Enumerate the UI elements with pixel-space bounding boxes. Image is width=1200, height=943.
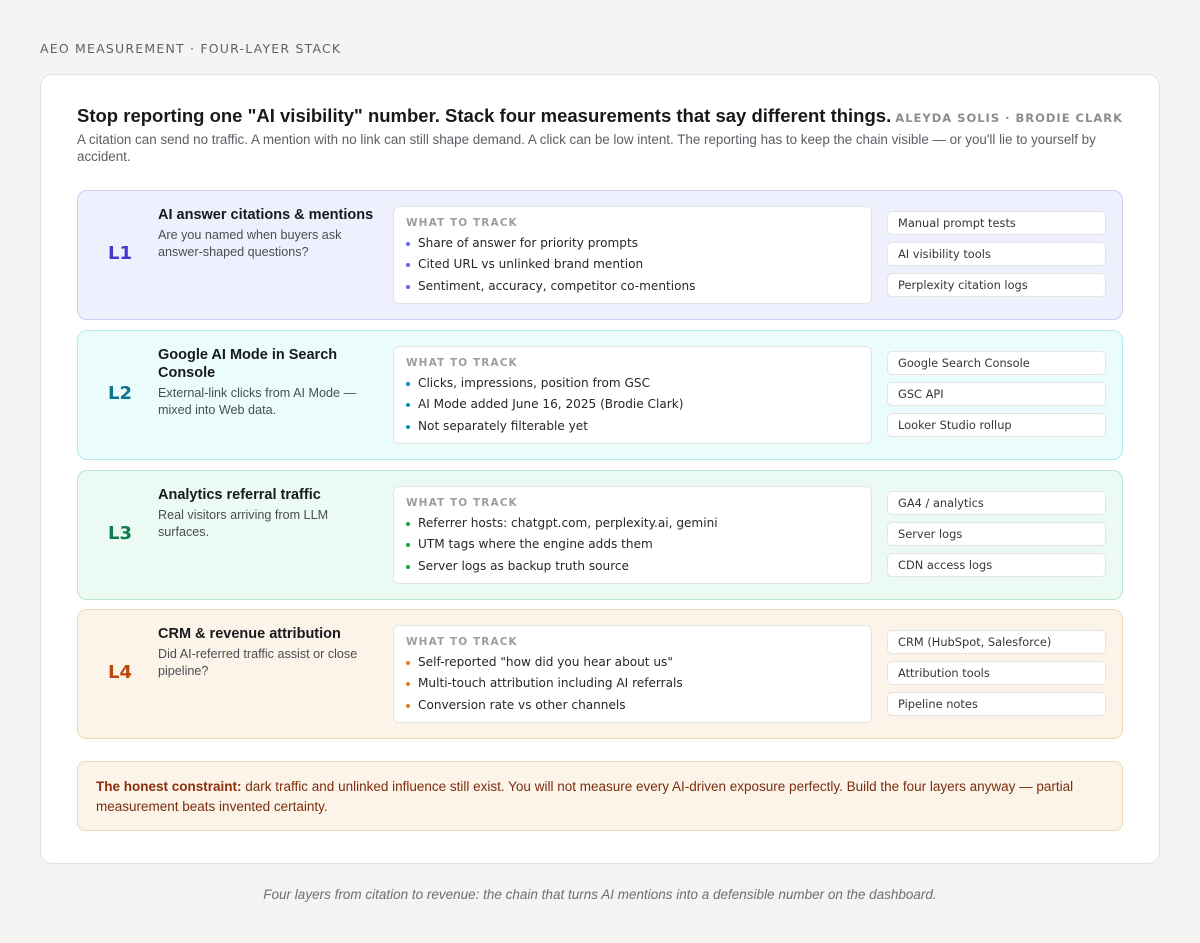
layer-l2: [77, 330, 1123, 460]
layer-tag: L2: [108, 383, 132, 404]
title-row: [77, 105, 1123, 127]
layer-tag: L4: [108, 662, 132, 683]
layer-tag: L3: [108, 523, 132, 544]
track-item: Self-reported "how did you hear about us": [406, 652, 859, 673]
constraint-lead: The honest constraint:: [96, 779, 242, 794]
constraint-callout: [77, 761, 1123, 831]
track-label: WHAT TO TRACK: [406, 217, 518, 229]
layer-title: Analytics referral traffic: [158, 487, 321, 503]
layer-subtitle: Are you named when buyers ask answer-shaped questions?: [158, 228, 342, 259]
what-to-track-box: [393, 625, 872, 723]
track-item: Multi-touch attribution including AI referrals: [406, 673, 859, 694]
layer-title: Google AI Mode in Search Console: [158, 347, 338, 381]
tool-chip: Server logs: [887, 522, 1106, 546]
page-title: Stop reporting one "AI visibility" number. Stack four measurements that say different things.: [77, 105, 892, 126]
layer-description: [158, 206, 378, 261]
track-item: Conversion rate vs other channels: [406, 695, 859, 716]
track-label: WHAT TO TRACK: [406, 636, 518, 648]
tool-chip: GA4 / analytics: [887, 491, 1106, 515]
track-label: WHAT TO TRACK: [406, 357, 518, 369]
tool-chip: CRM (HubSpot, Salesforce): [887, 630, 1106, 654]
layer-description: [158, 625, 378, 680]
tool-chip: Pipeline notes: [887, 692, 1106, 716]
layer-title: AI answer citations & mentions: [158, 207, 374, 223]
constraint-text: dark traffic and unlinked influence still exist. You will not measure every AI-driven exposure perfectly. Build the four layers anyway — partial measurement beats invented certainty.: [96, 779, 1074, 814]
figure-caption: Four layers from citation to revenue: the chain that turns AI mentions into a defensible number on the dashboard.: [263, 887, 937, 902]
layer-l1: [77, 190, 1123, 320]
layer-l3: [77, 470, 1123, 600]
card-header: [77, 105, 1123, 165]
tool-chip: Attribution tools: [887, 661, 1106, 685]
track-item: Server logs as backup truth source: [406, 556, 859, 577]
tool-chip: AI visibility tools: [887, 242, 1106, 266]
track-item: UTM tags where the engine adds them: [406, 534, 859, 555]
layer-subtitle: Real visitors arriving from LLM surfaces.: [158, 508, 329, 539]
main-card: [40, 74, 1160, 864]
layer-tag: L1: [108, 243, 132, 264]
layer-description: [158, 486, 378, 541]
track-item: Clicks, impressions, position from GSC: [406, 373, 859, 394]
track-list: [406, 513, 859, 577]
layer-subtitle: External-link clicks from AI Mode — mixed into Web data.: [158, 386, 357, 417]
track-item: Cited URL vs unlinked brand mention: [406, 254, 859, 275]
tool-chip: GSC API: [887, 382, 1106, 406]
track-list: [406, 233, 859, 297]
tool-list: [887, 630, 1106, 723]
layer-subtitle: Did AI-referred traffic assist or close pipeline?: [158, 647, 358, 678]
what-to-track-box: [393, 206, 872, 304]
tool-list: [887, 351, 1106, 444]
what-to-track-box: [393, 486, 872, 584]
track-label: WHAT TO TRACK: [406, 497, 518, 509]
what-to-track-box: [393, 346, 872, 444]
authors-label: ALEYDA SOLIS · BRODIE CLARK: [895, 111, 1123, 125]
track-list: [406, 652, 859, 716]
tool-chip: CDN access logs: [887, 553, 1106, 577]
track-item: AI Mode added June 16, 2025 (Brodie Clark): [406, 394, 859, 415]
tool-chip: Perplexity citation logs: [887, 273, 1106, 297]
track-item: Sentiment, accuracy, competitor co-mentions: [406, 276, 859, 297]
page-subtitle: A citation can send no traffic. A mention with no link can still shape demand. A click can be low intent. The reporting has to keep the chain visible — or you'll lie to yourself by accident.: [77, 132, 1096, 164]
tool-list: [887, 491, 1106, 584]
track-item: Not separately filterable yet: [406, 416, 859, 437]
eyebrow-label: AEO MEASUREMENT · FOUR-LAYER STACK: [40, 41, 342, 56]
layer-l4: [77, 609, 1123, 739]
track-item: Referrer hosts: chatgpt.com, perplexity.ai, gemini: [406, 513, 859, 534]
layer-title: CRM & revenue attribution: [158, 626, 341, 642]
tool-list: [887, 211, 1106, 304]
track-list: [406, 373, 859, 437]
tool-chip: Manual prompt tests: [887, 211, 1106, 235]
tool-chip: Looker Studio rollup: [887, 413, 1106, 437]
layer-description: [158, 346, 378, 419]
track-item: Share of answer for priority prompts: [406, 233, 859, 254]
tool-chip: Google Search Console: [887, 351, 1106, 375]
